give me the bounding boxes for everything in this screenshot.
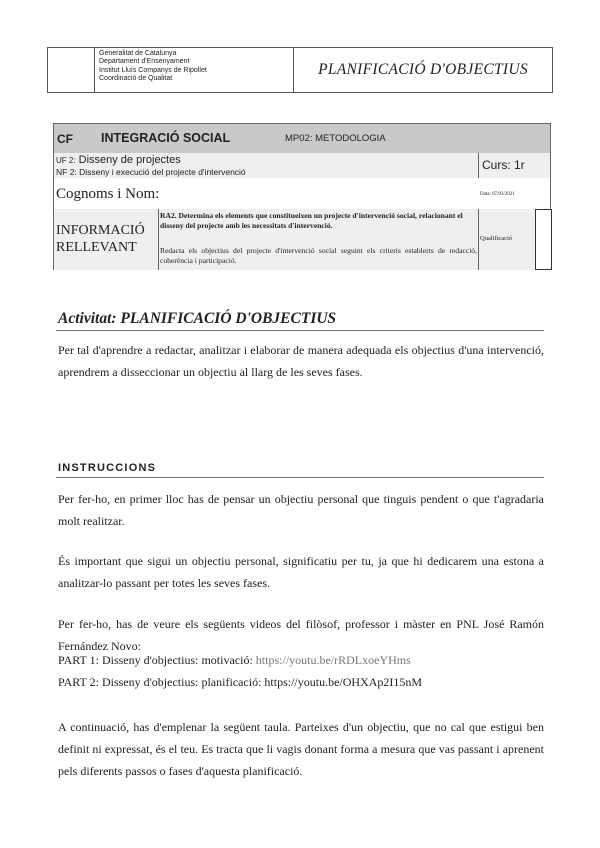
info-table [53, 123, 551, 270]
org-line: Generalitat de Catalunya [99, 50, 177, 57]
name-field-label: Cognoms i Nom: [56, 186, 160, 202]
heading-underline [56, 477, 544, 478]
logo-cell [48, 48, 95, 92]
uf-title: Disseny de projectes [78, 154, 181, 166]
criteria-text: Redacta els objectius del projecte d'intervenció social seguint els criteris establerts de redacció, coherència i participació. [160, 246, 477, 265]
date-label: Data: 07/03/2021 [480, 192, 515, 197]
instruction-paragraph: A continuació, has d'emplenar la següent taula. Parteixes d'un objectiu, que no cal que estigui ben definit ni expressat, és el teu. Es tracta que li vagis donant forma a mesura que vas passant i aprenent pels diferents passos o fases d'aquesta planificació. [58, 720, 544, 778]
grade-box [535, 209, 552, 270]
course-label: Curs: 1r [482, 158, 525, 172]
relevant-info-row [54, 209, 550, 270]
title-underline [56, 330, 544, 331]
learning-outcome: RA2. Determina els elements que constitueixen un projecte d'intervenció social, relacionant el disseny del projecte amb les necessitats d'intervenció. [160, 211, 463, 230]
video-part-1-link[interactable]: https://youtu.be/rRDLxoeYHms [255, 653, 411, 667]
video-part-1-label: PART 1: Disseny d'objectius: motivació: [58, 653, 256, 667]
intro-paragraph: Per tal d'aprendre a redactar, analitzar i elaborar de manera adequada els objectius d'una intervenció, aprendrem a disseccionar un objectiu al llarg de les seves fases. [58, 343, 544, 379]
grade-label: Qualificació [480, 235, 513, 242]
header-table [47, 47, 553, 93]
org-line: Departament d'Ensenyament [99, 58, 190, 66]
instruction-paragraph: Per fer-ho, en primer lloc has de pensar un objectiu personal que tinguis pendent o que t'agradaria molt realitzar. [58, 492, 544, 528]
row-divider [478, 153, 479, 178]
org-line: Institut Lluís Companys de Ripollet [99, 66, 207, 74]
activity-title: Activitat: PLANIFICACIÓ D'OBJECTIUS [58, 310, 337, 327]
relevant-info-label: INFORMACIÓ RELLEVANT [56, 223, 145, 255]
name-row [54, 178, 550, 210]
row-divider [478, 209, 479, 270]
cf-label: CF [57, 132, 73, 146]
instruction-paragraph: És important que sigui un objectiu personal, significatiu per tu, ja que hi dedicarem una estona a analitzar-lo passant per totes les seves fases. [58, 554, 544, 590]
row-divider [158, 209, 159, 270]
module-name: INTEGRACIÓ SOCIAL [101, 131, 231, 145]
unit-row [54, 153, 550, 179]
uf-line [56, 154, 181, 166]
nf-line: NF 2: Disseny i execució del projecte d'intervenció [56, 167, 246, 177]
mp-label: MP02: METODOLOGIA [285, 133, 386, 144]
video-part-1 [58, 653, 411, 668]
instructions-heading: INSTRUCCIONS [58, 462, 157, 474]
video-part-2: PART 2: Disseny d'objectius: planificació: https://youtu.be/OHXAp2I15nM [58, 675, 423, 689]
uf-prefix: UF 2: [56, 156, 76, 165]
org-line: Coordinació de Qualitat [99, 74, 173, 82]
module-row [54, 124, 550, 154]
document-title: PLANIFICACIÓ D'OBJECTIUS [318, 61, 528, 78]
organization-block [99, 50, 289, 83]
instruction-paragraph: Per fer-ho, has de veure els següents videos del filòsof, professor i màster en PNL José Ramón Fernández Novo: [58, 617, 544, 653]
